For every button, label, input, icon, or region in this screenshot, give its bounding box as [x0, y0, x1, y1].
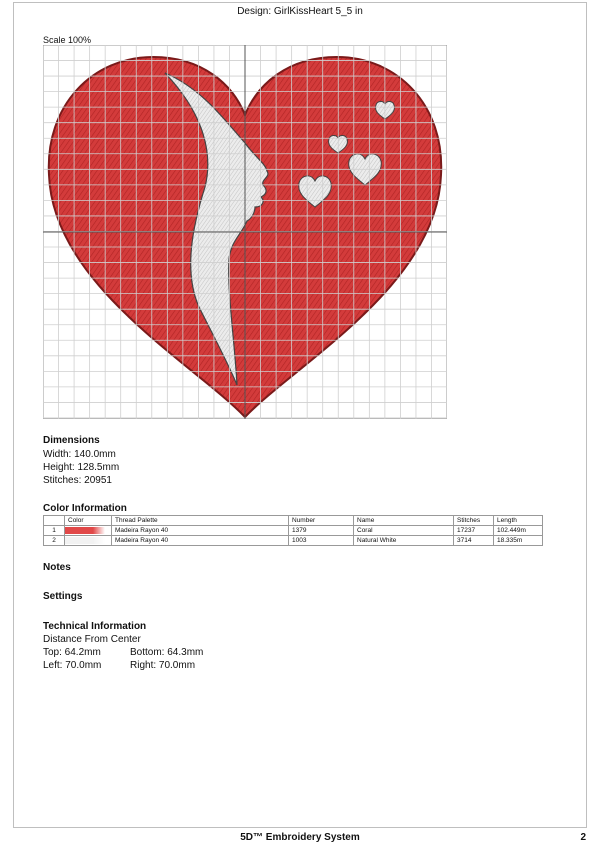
row-stitches: 3714 — [454, 536, 494, 546]
row-length: 102.449m — [494, 526, 543, 536]
color-swatch — [65, 537, 105, 544]
settings-heading: Settings — [43, 591, 83, 602]
row-name: Coral — [354, 526, 454, 536]
distance-subheading: Distance From Center — [43, 634, 141, 645]
dimension-width: Width: 140.0mm — [43, 449, 116, 460]
col-color: Color — [65, 516, 112, 526]
color-info-heading: Color Information — [43, 503, 127, 514]
dimension-height: Height: 128.5mm — [43, 462, 120, 473]
row-stitches: 17237 — [454, 526, 494, 536]
color-table-header — [44, 516, 543, 526]
scale-label: Scale 100% — [43, 35, 92, 45]
table-row — [44, 526, 543, 536]
row-number: 1003 — [289, 536, 354, 546]
row-number: 1379 — [289, 526, 354, 536]
row-length: 18.335m — [494, 536, 543, 546]
row-index: 2 — [44, 536, 65, 546]
footer-product: 5D™ Embroidery System — [240, 832, 360, 843]
row-name: Natural White — [354, 536, 454, 546]
design-preview — [43, 45, 447, 419]
col-index — [44, 516, 65, 526]
distance-bottom: Bottom: 64.3mm — [130, 647, 204, 658]
distance-top: Top: 64.2mm — [43, 647, 101, 658]
col-palette: Thread Palette — [112, 516, 289, 526]
design-title: Design: GirlKissHeart 5_5 in — [237, 6, 363, 17]
col-number: Number — [289, 516, 354, 526]
color-table — [43, 515, 543, 546]
row-index: 1 — [44, 526, 65, 536]
row-palette: Madeira Rayon 40 — [112, 526, 289, 536]
table-row — [44, 536, 543, 546]
col-stitches: Stitches — [454, 516, 494, 526]
row-palette: Madeira Rayon 40 — [112, 536, 289, 546]
technical-heading: Technical Information — [43, 621, 147, 632]
dimensions-heading: Dimensions — [43, 435, 100, 446]
row-swatch-cell — [65, 536, 112, 546]
row-swatch-cell — [65, 526, 112, 536]
col-length: Length — [494, 516, 543, 526]
distance-right: Right: 70.0mm — [130, 660, 196, 671]
distance-left: Left: 70.0mm — [43, 660, 102, 671]
col-name: Name — [354, 516, 454, 526]
notes-heading: Notes — [43, 562, 71, 573]
dimension-stitches: Stitches: 20951 — [43, 475, 112, 486]
color-swatch — [65, 527, 105, 534]
page-number: 2 — [580, 832, 586, 843]
